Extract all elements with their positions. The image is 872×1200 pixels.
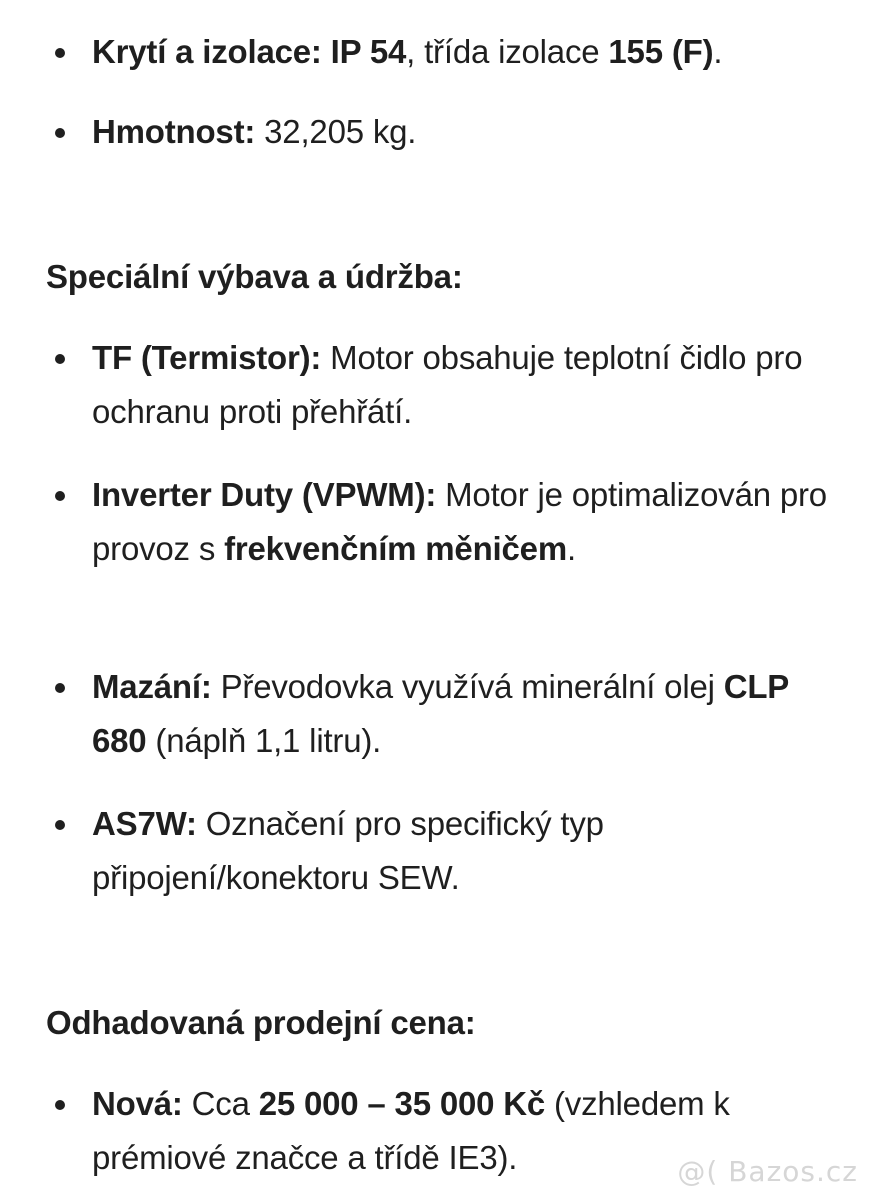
section-heading-cena: Odhadovaná prodejní cena:: [46, 1004, 476, 1041]
list-item-mazani: [0, 660, 872, 768]
item-text: (náplň 1,1 litru).: [146, 722, 382, 759]
list-item-inverter: [0, 468, 872, 576]
item-label: Krytí a izolace: IP 54: [92, 33, 407, 70]
item-text: (vzhledem k prémiové značce a třídě IE3).: [92, 1085, 730, 1176]
item-label: Inverter Duty (VPWM):: [92, 476, 437, 513]
item-label: Hmotnost:: [92, 113, 256, 150]
item-bold-value: CLP 680: [92, 668, 789, 759]
item-text: , třída izolace: [406, 33, 609, 70]
item-bold-value: frekvenčním měničem: [224, 530, 567, 567]
bazos-watermark: @( Bazos.cz: [677, 1155, 858, 1188]
spec-list-1: [0, 25, 872, 79]
spec-list-2d: [0, 797, 872, 905]
spec-list-2c: [0, 660, 872, 768]
list-item-hmotnost: [0, 105, 872, 159]
spec-list-2b: [0, 468, 872, 576]
bullet-icon: [55, 128, 65, 138]
item-label: TF (Termistor):: [92, 339, 322, 376]
item-bold-value: 155 (F): [608, 33, 714, 70]
item-text: Cca: [182, 1085, 259, 1122]
bullet-icon: [55, 354, 65, 364]
list-item-as7w: [0, 797, 872, 905]
item-label: Nová:: [92, 1085, 183, 1122]
section-heading-vybava: Speciální výbava a údržba:: [46, 258, 463, 295]
bullet-icon: [55, 683, 65, 693]
bullet-icon: [55, 820, 65, 830]
spec-list-2a: [0, 331, 872, 439]
item-label: Mazání:: [92, 668, 212, 705]
list-item-kryti: [0, 25, 872, 79]
item-text: Motor obsahuje teplotní čidlo pro ochranu proti přehřátí.: [92, 339, 803, 430]
bullet-icon: [55, 1100, 65, 1110]
bullet-icon: [55, 491, 65, 501]
bullet-icon: [55, 48, 65, 58]
item-text: .: [566, 530, 576, 567]
item-text: Označení pro specifický typ připojení/konektoru SEW.: [92, 805, 604, 896]
item-text: .: [713, 33, 723, 70]
item-text: 32,205 kg.: [255, 113, 417, 150]
item-text: Motor je optimalizován pro provoz s: [92, 476, 827, 567]
item-bold-value: 25 000 – 35 000 Kč: [258, 1085, 546, 1122]
spec-list-1b: [0, 105, 872, 159]
item-label: AS7W:: [92, 805, 197, 842]
list-item-tf: [0, 331, 872, 439]
item-text: Převodovka využívá minerální olej: [211, 668, 724, 705]
